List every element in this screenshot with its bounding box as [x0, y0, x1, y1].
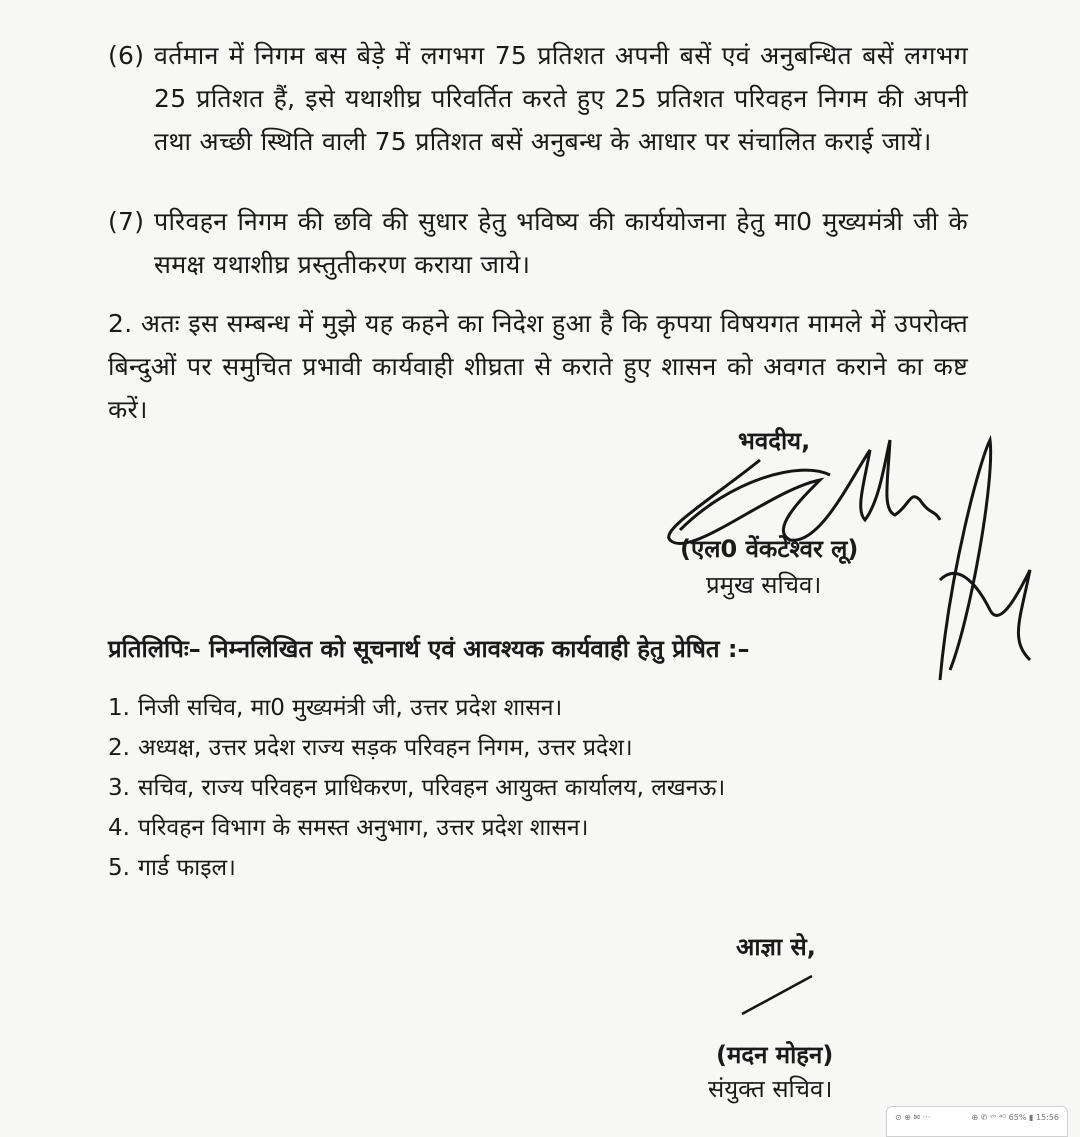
closing-salutation: भवदीय,: [738, 427, 811, 455]
copy-to-heading: प्रतिलिपिः– निम्नलिखित को सूचनार्थ एवं आवश्यक कार्यवाही हेतु प्रेषित :–: [108, 635, 750, 663]
list-item: 3. सचिव, राज्य परिवहन प्राधिकरण, परिवहन आयुक्त कार्यालय, लखनऊ।: [108, 775, 726, 801]
copy-to-list: [108, 688, 725, 888]
by-order-text: आज्ञा से,: [736, 933, 816, 961]
point-text: परिवहन निगम की छवि की सुधार हेतु भविष्य की कार्ययोजना हेतु मा0 मुख्यमंत्री जी के समक्ष यथाशीघ्र प्रस्तुतीकरण कराया जाये।: [154, 207, 968, 279]
point-text: वर्तमान में निगम बस बेड़े में लगभग 75 प्रतिशत अपनी बसें एवं अनुबन्धित बसें लगभग 25 प्रतिशत हैं, इसे यथाशीघ्र परिवर्तित करते हुए 25 प्रतिशत परिवहन निगम की अपनी तथा अच्छी स्थिति वाली 75 प्रतिशत बसें अनुबन्ध के आधार पर संचालित कराई जायें।: [154, 41, 968, 156]
point-6: [108, 34, 968, 163]
point-number: (6): [108, 41, 145, 70]
signatory-name: (एल0 वेंकटेश्वर लू): [680, 535, 859, 563]
signatory-name: (मदन मोहन): [716, 1041, 834, 1069]
signatory-designation: प्रमुख सचिव।: [706, 571, 822, 599]
main-paragraph: 2. अतः इस सम्बन्ध में मुझे यह कहने का निदेश हुआ है कि कृपया विषयगत मामले में उपरोक्त बिन्दुओं पर समुचित प्रभावी कार्यवाही शीघ्रता से कराते हुए शासन को अवगत कराने का कष्ट करें।: [108, 309, 968, 424]
point-number: (7): [108, 207, 145, 236]
signature-madan-mohan: [738, 970, 818, 1020]
signatory-designation: संयुक्त सचिव।: [708, 1075, 833, 1103]
list-item: 4. परिवहन विभाग के समस्त अनुभाग, उत्तर प्रदेश शासन।: [108, 815, 589, 841]
list-item: 5. गार्ड फाइल।: [108, 855, 236, 881]
list-item: 1. निजी सचिव, मा0 मुख्यमंत्री जी, उत्तर प्रदेश शासन।: [108, 695, 563, 721]
list-item: 2. अध्यक्ष, उत्तर प्रदेश राज्य सड़क परिवहन निगम, उत्तर प्रदेश।: [108, 735, 633, 761]
point-7: [108, 200, 968, 286]
status-bar-overlay: ⊙ ⊕ ✉ ··· ⊕ ✆ ᵛᵒ ⁴ᴳ 65% ▮ 15:56: [886, 1106, 1068, 1137]
